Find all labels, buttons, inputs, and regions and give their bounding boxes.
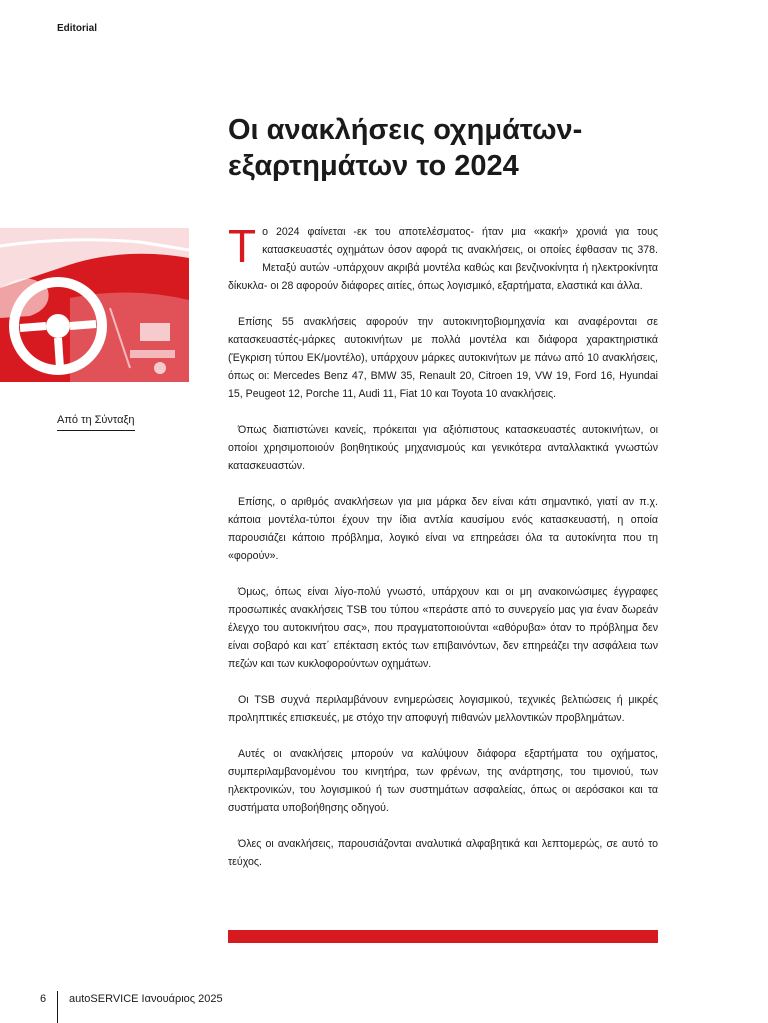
paragraph-7: Αυτές οι ανακλήσεις μπορούν να καλύψουν διάφορα εξαρτήματα του οχήματος, συμπεριλαμβανομένου του κινητήρα, των φρένων, της ανάρτησης, του τιμονιού, των ηλεκτρονικών, του λογισμικού ή των συστημάτων ασφαλείας, όπως οι αερόσακοι και τα συστήματα υποβοήθησης οδηγού. [228, 748, 658, 814]
end-red-bar [228, 930, 658, 943]
paragraph-5: Όμως, όπως είναι λίγο-πολύ γνωστό, υπάρχουν και οι μη ανακοινώσιμες έγγραφες προσωπικές ανακλήσεις TSB του τύπου «περάστε από το συνεργείο μας για έναν δωρεάν έλεγχο του αυτοκινήτου σας», που πραγματοποιούνται «αθόρυβα» όταν το πρόβλημα δεν είναι σοβαρό και κατ΄ επέκταση εκτός των επιβαινόντων, δεν επηρεάζει την ασφάλεια των πεζών και των κυκλοφορούντων οχημάτων. [228, 586, 658, 670]
footer-divider [57, 991, 58, 1023]
paragraph-4: Επίσης, ο αριθμός ανακλήσεων για μια μάρκα δεν είναι κάτι σημαντικό, γιατί αν π.χ. κάποια μοντέλα-τύποι έχουν την ίδια αντλία καυσίμου ενός κατασκευαστή, η οποία παρουσιάζει κάποιο πρόβλημα, λογικό είναι να επηρεάσει όλα τα αυτοκίνητα που τη «φορούν». [228, 496, 658, 562]
section-label: Editorial [57, 23, 98, 34]
paragraph-2: Επίσης 55 ανακλήσεις αφορούν την αυτοκινητοβιομηχανία και αναφέρονται σε κατασκευαστές-μάρκες αυτοκινήτων με πολλά μοντέλα και διάφορα χαρακτηριστικά (Έγκριση τύπου ΕΚ/μοντέλο), υπάρχουν μάρκες αυτοκινήτων με πάνω από 10 ανακλήσεις, όπως οι: Mercedes Benz 47, BMW 35, Renault 20, Citroen 19, VW 19, Ford 16, Hyundai 15, Peugeot 12, Porche 11, Audi 11, Fiat 10 και Toyota 10 ανακλήσεις. [228, 316, 658, 400]
byline: Από τη Σύνταξη [57, 414, 135, 431]
title-line-1: Οι ανακλήσεις οχημάτων- [228, 114, 583, 146]
title-line-2: εξαρτημάτων το 2024 [228, 150, 519, 182]
paragraph-1 [228, 220, 658, 295]
article-body [228, 220, 658, 889]
steering-wheel-icon [0, 228, 189, 382]
drop-cap: Τ [228, 220, 257, 272]
car-interior-image [0, 228, 189, 382]
article-title [228, 112, 668, 184]
publication-name: autoSERVICE Ιανουάριος 2025 [69, 993, 223, 1005]
paragraph-1-text: ο 2024 φαίνεται -εκ του αποτελέσματος- ήταν μια «κακή» χρονιά για τους κατασκευαστές οχημάτων όσον αφορά τις ανακλήσεις, οι οποίες έφθασαν τις 378. Μεταξύ αυτών -υπάρχουν ακριβά μοντέλα καθώς και βενζινοκίνητα ή ηλεκτροκίνητα δίκυκλα- οι 28 αφορούν διάφορες αιτίες, όπως λογισμικό, εξαρτήματα, ελαστικά και άλλα. [228, 226, 658, 292]
paragraph-3: Όπως διαπιστώνει κανείς, πρόκειται για αξιόπιστους κατασκευαστές αυτοκινήτων, οι οποίοι χρησιμοποιούν βοηθητικούς μηχανισμούς και γενικότερα ανταλλακτικά γνωστών κατασκευαστών. [228, 424, 658, 472]
paragraph-6: Οι TSB συχνά περιλαμβάνουν ενημερώσεις λογισμικού, τεχνικές βελτιώσεις ή μικρές προληπτικές επισκευές, με στόχο την αποφυγή πιθανών μελλοντικών προβλημάτων. [228, 694, 658, 724]
paragraph-8: Όλες οι ανακλήσεις, παρουσιάζονται αναλυτικά αλφαβητικά και λεπτομερώς, σε αυτό το τεύχος. [228, 838, 658, 868]
page-number: 6 [40, 993, 47, 1005]
